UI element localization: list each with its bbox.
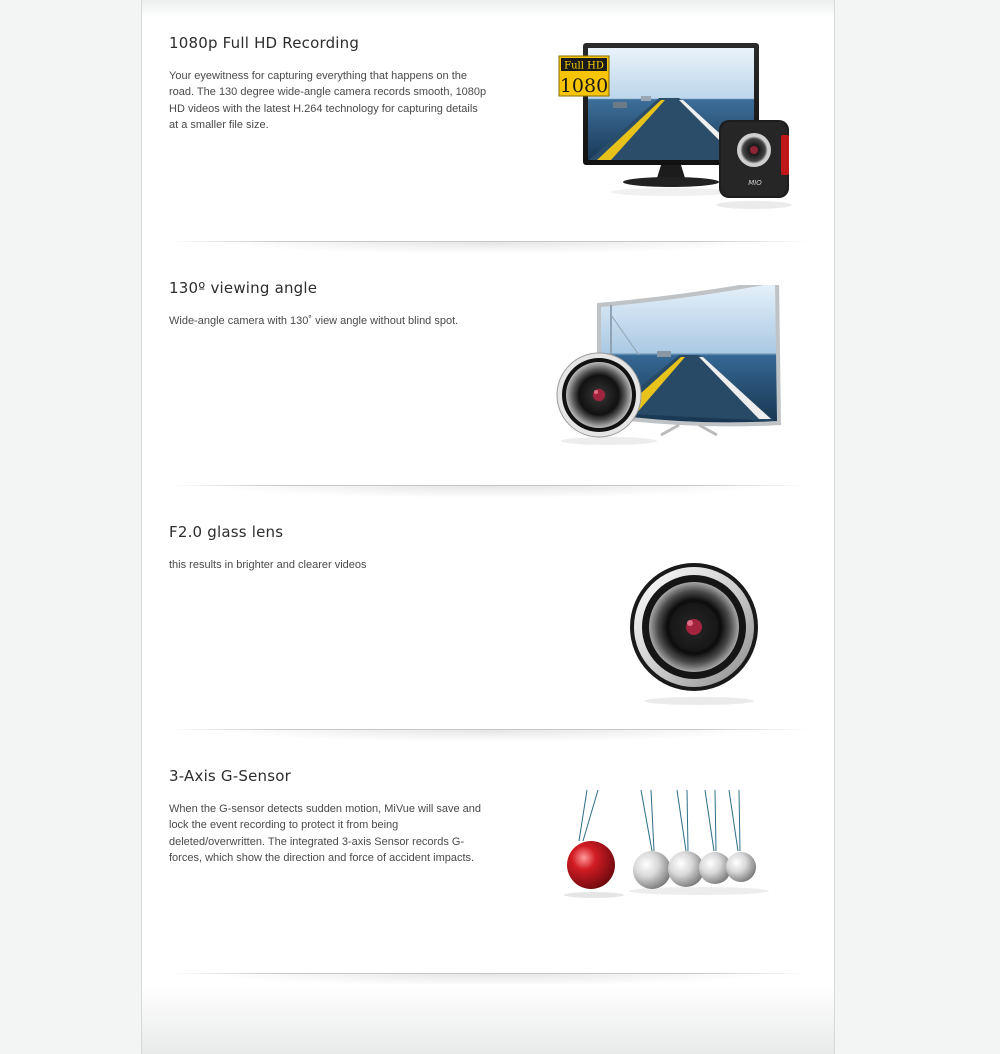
section-divider [169, 241, 809, 255]
feature-title: 1080p Full HD Recording [169, 34, 360, 52]
newtons-cradle-image [549, 773, 819, 973]
feature-description: When the G-sensor detects sudden motion, MiVue will save and lock the event recording to protect it from being deleted/overwritten. The integrated 3-axis Sensor records G-forces, which show the direction and force of accident impacts. [169, 803, 482, 864]
feature-viewing-angle [169, 255, 809, 499]
monitor-dashcam-image [549, 40, 819, 240]
feature-full-hd [169, 10, 809, 254]
feature-description: this results in brighter and clearer videos [169, 559, 367, 571]
feature-g-sensor [169, 743, 809, 987]
content-panel [141, 0, 835, 1054]
curved-screen-lens-image [549, 285, 819, 485]
section-divider [169, 485, 809, 499]
badge-1080-text: 1080 [559, 75, 609, 97]
camera-lens-image [549, 529, 819, 729]
feature-description: Wide-angle camera with 130˚ view angle without blind spot. [169, 315, 459, 327]
brand-logo-text: MIO [748, 179, 762, 187]
feature-title: F2.0 glass lens [169, 523, 284, 541]
section-divider [169, 729, 809, 743]
feature-title: 130º viewing angle [169, 279, 318, 297]
feature-description: Your eyewitness for capturing everything that happens on the road. The 130 degree wide-angle camera records smooth, 1080p HD videos with the latest H.264 technology for capturing details at a smaller file size. [169, 70, 487, 131]
badge-full-hd-text: Full HD [564, 60, 604, 72]
section-divider [169, 973, 809, 987]
feature-glass-lens [169, 499, 809, 743]
feature-title: 3-Axis G-Sensor [169, 767, 291, 785]
